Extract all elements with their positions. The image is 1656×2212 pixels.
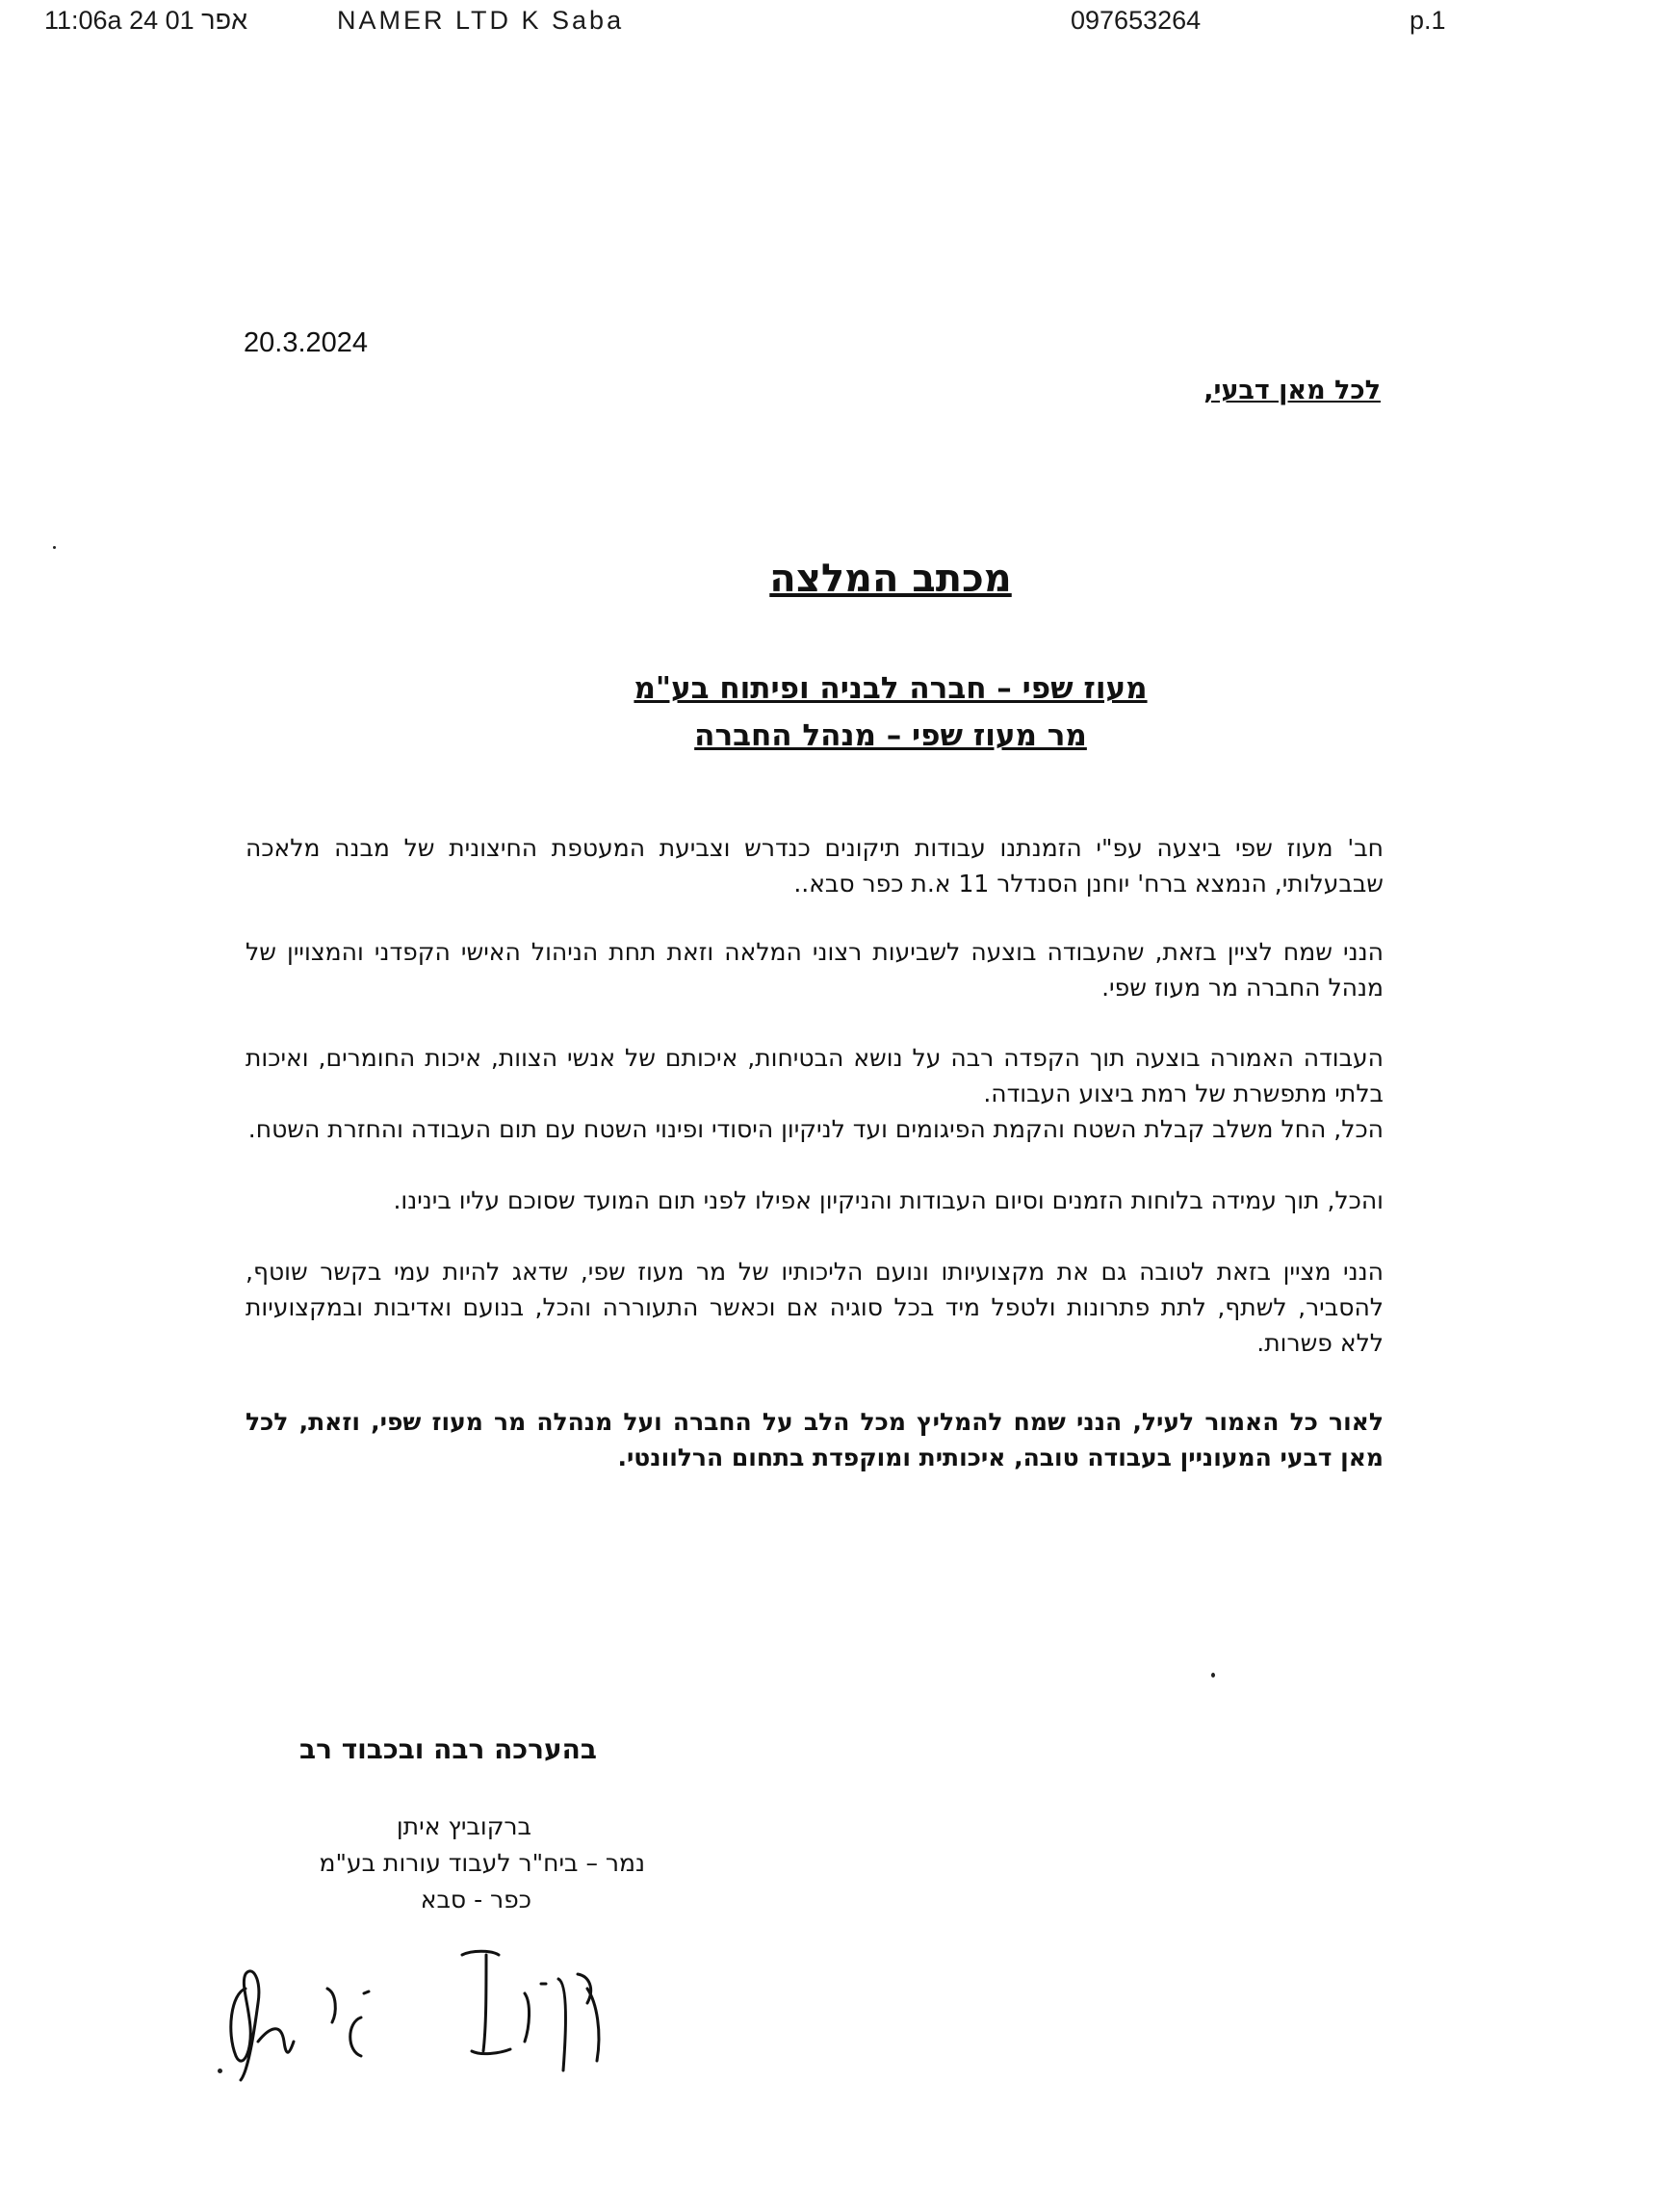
fax-time-date: 11:06a 24 אפר 01 <box>44 6 248 35</box>
signer-city: כפר - סבא <box>420 1886 531 1913</box>
subtitle-manager: מר מעוז שפי – מנהל החברה <box>694 718 1087 753</box>
signer-company: נמר – ביח"ר לעבוד עורות בע"מ <box>319 1849 645 1877</box>
fax-page-number: p.1 <box>1410 6 1446 35</box>
paragraph-professionalism: הנני מציין בזאת לטובה גם את מקצועיותו ונועם הליכותיו של מר מעוז שפי, שדאג להיות עמי בקשר שוטף, להסביר, לשתף, לתת פתרונות ולטפל מיד בכל סוגיה אם וכאשר התעוררה והכל, בנועם ואדיבות ובמקצועיות ללא פשרות. <box>246 1258 1384 1357</box>
signer-name: ברקוביץ איתן <box>396 1812 531 1840</box>
handwritten-signature <box>193 1936 616 2099</box>
paragraph-recommendation: לאור כל האמור לעיל, הנני שמח להמליץ מכל הלב על החברה ועל מנהלה מר מעוז שפי, וזאת, לכל מאן דבעי המעוניין בעבודה טובה, איכותית ומוקפדת בתחום הרלוונטי. <box>246 1408 1384 1471</box>
fax-header <box>0 6 1656 44</box>
paragraph-satisfaction: הנני שמח לציין בזאת, שהעבודה בוצעה לשביעות רצוני המלאה וזאת תחת הניהול האישי הקפדני והמצויין של מנהל החברה מר מעוז שפי. <box>246 938 1384 1002</box>
letter-title: מכתב המלצה <box>769 557 1012 601</box>
letter-date: 20.3.2024 <box>244 327 369 358</box>
paragraph-work-description: חב' מעוז שפי ביצעה עפ"י הזמנתנו עבודות תיקונים כנדרש וצביעת המעטפת החיצונית של מבנה מלאכה שבבעלותי, הנמצא ברח' יוחנן הסנדלר 11 א.ת כפר סבא.. <box>246 834 1384 898</box>
paragraph-quality: העבודה האמורה בוצעה תוך הקפדה רבה על נושא הבטיחות, איכותם של אנשי הצוות, איכות החומרים, ואיכות בלתי מתפשרת של רמת ביצוע העבודה. <box>246 1044 1384 1107</box>
scan-speck <box>53 546 56 549</box>
paragraph-schedule: והכל, תוך עמידה בלוחות הזמנים וסיום העבודות והניקיון אפילו לפני תום המועד שסוכם עליו בינינו. <box>393 1186 1384 1214</box>
letter-addressee: לכל מאן דבעי, <box>1203 376 1381 405</box>
subtitle-company: מעוז שפי – חברה לבניה ופיתוח בע"מ <box>634 671 1148 706</box>
fax-sender: NAMER LTD K Saba <box>337 6 625 35</box>
paragraph-scope: הכל, החל משלב קבלת השטח והקמת הפיגומים ועד לניקיון היסודי ופינוי השטח עם תום העבודה והחזרת השטח. <box>247 1115 1384 1143</box>
fax-phone: 097653264 <box>1071 6 1202 35</box>
scan-speck <box>1211 1673 1215 1678</box>
closing-line: בהערכה רבה ובכבוד רב <box>299 1733 597 1765</box>
scan-speck <box>218 2069 222 2073</box>
